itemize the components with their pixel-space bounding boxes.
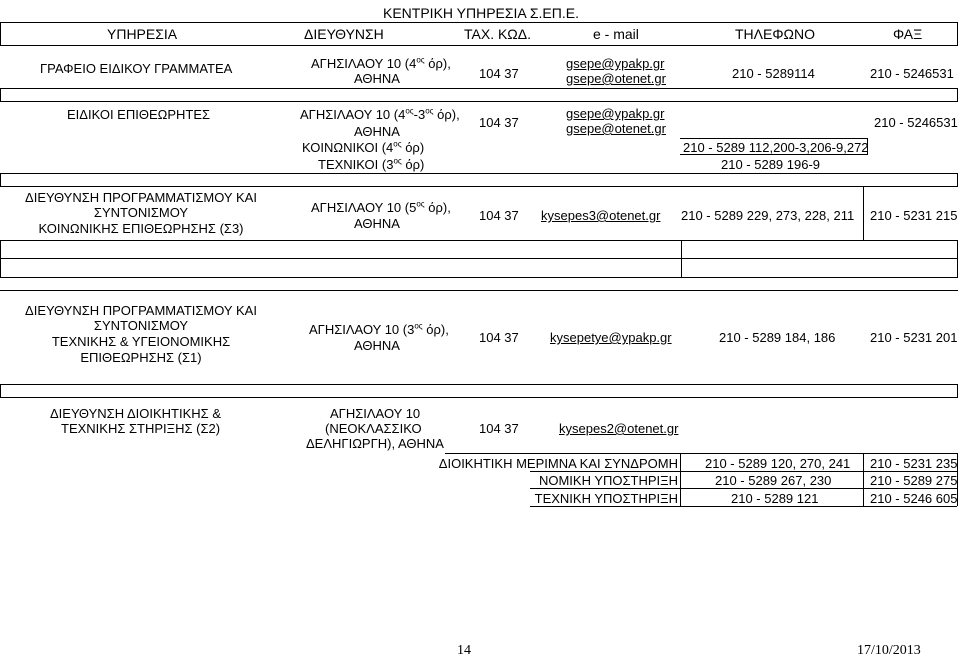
row2-phone-border	[867, 138, 868, 154]
row2-address: ΑΓΗΣΙΛΑΟΥ 10 ($4^{o\varsigma}-3^{o\varsigma}$ όρ),	[300, 106, 460, 122]
row2-email-otenet[interactable]: gsepe@otenet.gr	[566, 121, 666, 136]
row5-service-line1: ΔΙΕΥΘΥΝΣΗ ΔΙΟΙΚΗΤΙΚΗΣ &	[50, 406, 221, 421]
row5-subtable-border	[530, 488, 957, 489]
empty-row-border	[0, 240, 1, 277]
row2-social-phone: 210 - 5289 112,200-3,206-9,272	[683, 140, 869, 155]
row4-city: ΑΘΗΝΑ	[354, 338, 400, 353]
row5-address-line3: ΔΕΛΗΓΙΩΡΓΗ), ΑΘΗΝΑ	[306, 436, 444, 451]
row1-email-ypakp[interactable]: gsepe@ypakp.gr	[566, 56, 665, 71]
row3-address: ΑΓΗΣΙΛΑΟΥ 10 ($5^{o\varsigma}$ όρ),	[311, 199, 451, 215]
row3-service-line3: ΚΟΙΝΩΝΙΚΗΣ ΕΠΙΘΕΩΡΗΣΗΣ (Σ3)	[38, 221, 244, 236]
row2-technical-phone: 210 - 5289 196-9	[721, 157, 821, 172]
empty-row-border	[681, 240, 682, 277]
header-service: ΥΠΗΡΕΣΙΑ	[107, 26, 178, 42]
row5-address-line1: ΑΓΗΣΙΛΑΟΥ 10	[330, 406, 421, 421]
row1-address: ΑΓΗΣΙΛΑΟΥ 10 ($4^{o\varsigma}$ όρ),	[311, 55, 451, 71]
row5-zip: 104 37	[479, 421, 519, 436]
header-bottom-border	[0, 45, 958, 46]
header-address: ΔΙΕΥΘΥΝΣΗ	[304, 26, 384, 42]
row3-service-line2: ΣΥΝΤΟΝΙΣΜΟΥ	[93, 205, 189, 220]
row5-sub-phone: 210 - 5289 267, 230	[715, 473, 832, 488]
row2-city: ΑΘΗΝΑ	[354, 124, 400, 139]
empty-row-border	[0, 277, 958, 278]
row2-fax: 210 - 5246531	[874, 115, 958, 130]
header-phone: ΤΗΛΕΦΩΝΟ	[735, 26, 815, 42]
row2-email-ypakp[interactable]: gsepe@ypakp.gr	[566, 106, 665, 121]
row3-city: ΑΘΗΝΑ	[354, 216, 400, 231]
row3-service-line1: ΔΙΕΥΘΥΝΣΗ ΠΡΟΓΡΑΜΜΑΤΙΣΜΟΥ ΚΑΙ	[25, 190, 257, 205]
footer-date: 17/10/2013	[857, 643, 921, 658]
separator-bar	[0, 384, 958, 398]
row5-address-line2: (ΝΕΟΚΛΑΣΣΙΚΟ	[325, 421, 422, 436]
row5-sub-fax: 210 - 5289 275	[870, 473, 958, 488]
row5-subtable-border	[680, 453, 681, 506]
row3-fax-border	[863, 187, 864, 240]
row1-fax: 210 - 5246531	[870, 66, 954, 81]
row5-sub-fax: 210 - 5231 235	[870, 456, 958, 471]
row5-sub-fax: 210 - 5246 605	[870, 491, 958, 506]
row4-fax: 210 - 5231 201	[870, 330, 958, 345]
row4-service-line3: ΤΕΧΝΙΚΗΣ & ΥΓΕΙΟΝΟΜΙΚΗΣ	[51, 334, 231, 349]
header-zip: ΤΑΧ. ΚΩΔ.	[464, 26, 532, 42]
row4-service-line2: ΣΥΝΤΟΝΙΣΜΟΥ	[93, 318, 189, 333]
row3-fax: 210 - 5231 215	[870, 208, 958, 223]
header-border	[957, 22, 958, 45]
row5-sub-label: ΔΙΟΙΚΗΤΙΚΗ ΜΕΡΙΜΝΑ ΚΑΙ ΣΥΝΔΡΟΜΗ	[438, 456, 678, 471]
row2-zip: 104 37	[479, 115, 519, 130]
row1-city: ΑΘΗΝΑ	[354, 71, 400, 86]
row4-email[interactable]: kysepetye@ypakp.gr	[550, 330, 672, 345]
row5-sub-phone: 210 - 5289 120, 270, 241	[705, 456, 851, 471]
row4-phone: 210 - 5289 184, 186	[719, 330, 836, 345]
row5-subtable-border	[530, 471, 957, 472]
row4-address: ΑΓΗΣΙΛΑΟΥ 10 ($3^{o\varsigma}$ όρ),	[309, 321, 449, 337]
page-title: ΚΕΝΤΡΙΚΗ ΥΠΗΡΕΣΙΑ Σ.ΕΠ.Ε.	[383, 5, 579, 21]
separator-bar	[0, 88, 958, 102]
header-border	[0, 22, 1, 45]
row5-sub-label: ΝΟΜΙΚΗ ΥΠΟΣΤΗΡΙΞΗ	[538, 473, 678, 488]
empty-row-border	[0, 290, 958, 291]
row2-technical-label: ΤΕΧΝΙΚΟΙ ($3^{o\varsigma}$ όρ)	[318, 156, 425, 172]
row1-phone: 210 - 5289114	[732, 66, 815, 81]
header-top-border	[0, 22, 958, 23]
row2-phone-border	[680, 154, 868, 155]
row5-email[interactable]: kysepes2@otenet.gr	[559, 421, 679, 436]
row3-zip: 104 37	[479, 208, 519, 223]
empty-row-border	[0, 258, 958, 259]
row5-subtable-border	[445, 453, 957, 454]
row5-subtable-border	[863, 453, 864, 506]
row3-phone: 210 - 5289 229, 273, 228, 211	[681, 208, 855, 223]
row5-sub-label: ΤΕΧΝΙΚΗ ΥΠΟΣΤΗΡΙΞΗ	[534, 491, 678, 506]
row2-social-label: ΚΟΙΝΩΝΙΚΟΙ ($4^{o\varsigma}$ όρ)	[302, 139, 425, 155]
row5-service-line2: ΤΕΧΝΙΚΗΣ ΣΤΗΡΙΞΗΣ (Σ2)	[61, 421, 221, 436]
empty-row-border	[0, 240, 958, 241]
separator-bar	[0, 173, 958, 187]
row1-zip: 104 37	[479, 66, 519, 81]
row5-subtable-border	[530, 506, 957, 507]
row2-service: ΕΙΔΙΚΟΙ ΕΠΙΘΕΩΡΗΤΕΣ	[67, 107, 211, 122]
row4-zip: 104 37	[479, 330, 519, 345]
row3-email[interactable]: kysepes3@otenet.gr	[541, 208, 661, 223]
row1-email-otenet[interactable]: gsepe@otenet.gr	[566, 71, 666, 86]
row2-phone-border	[680, 138, 868, 139]
page-number: 14	[457, 643, 471, 658]
row4-service-line1: ΔΙΕΥΘΥΝΣΗ ΠΡΟΓΡΑΜΜΑΤΙΣΜΟΥ ΚΑΙ	[25, 303, 257, 318]
header-email: e - mail	[593, 26, 639, 42]
row4-service-line4: ΕΠΙΘΕΩΡΗΣΗΣ (Σ1)	[80, 350, 202, 365]
row5-sub-phone: 210 - 5289 121	[731, 491, 819, 506]
row1-service: ΓΡΑΦΕΙΟ ΕΙΔΙΚΟΥ ΓΡΑΜΜΑΤΕΑ	[40, 61, 233, 76]
empty-row-border	[957, 240, 958, 277]
header-fax: ΦΑΞ	[893, 26, 923, 42]
